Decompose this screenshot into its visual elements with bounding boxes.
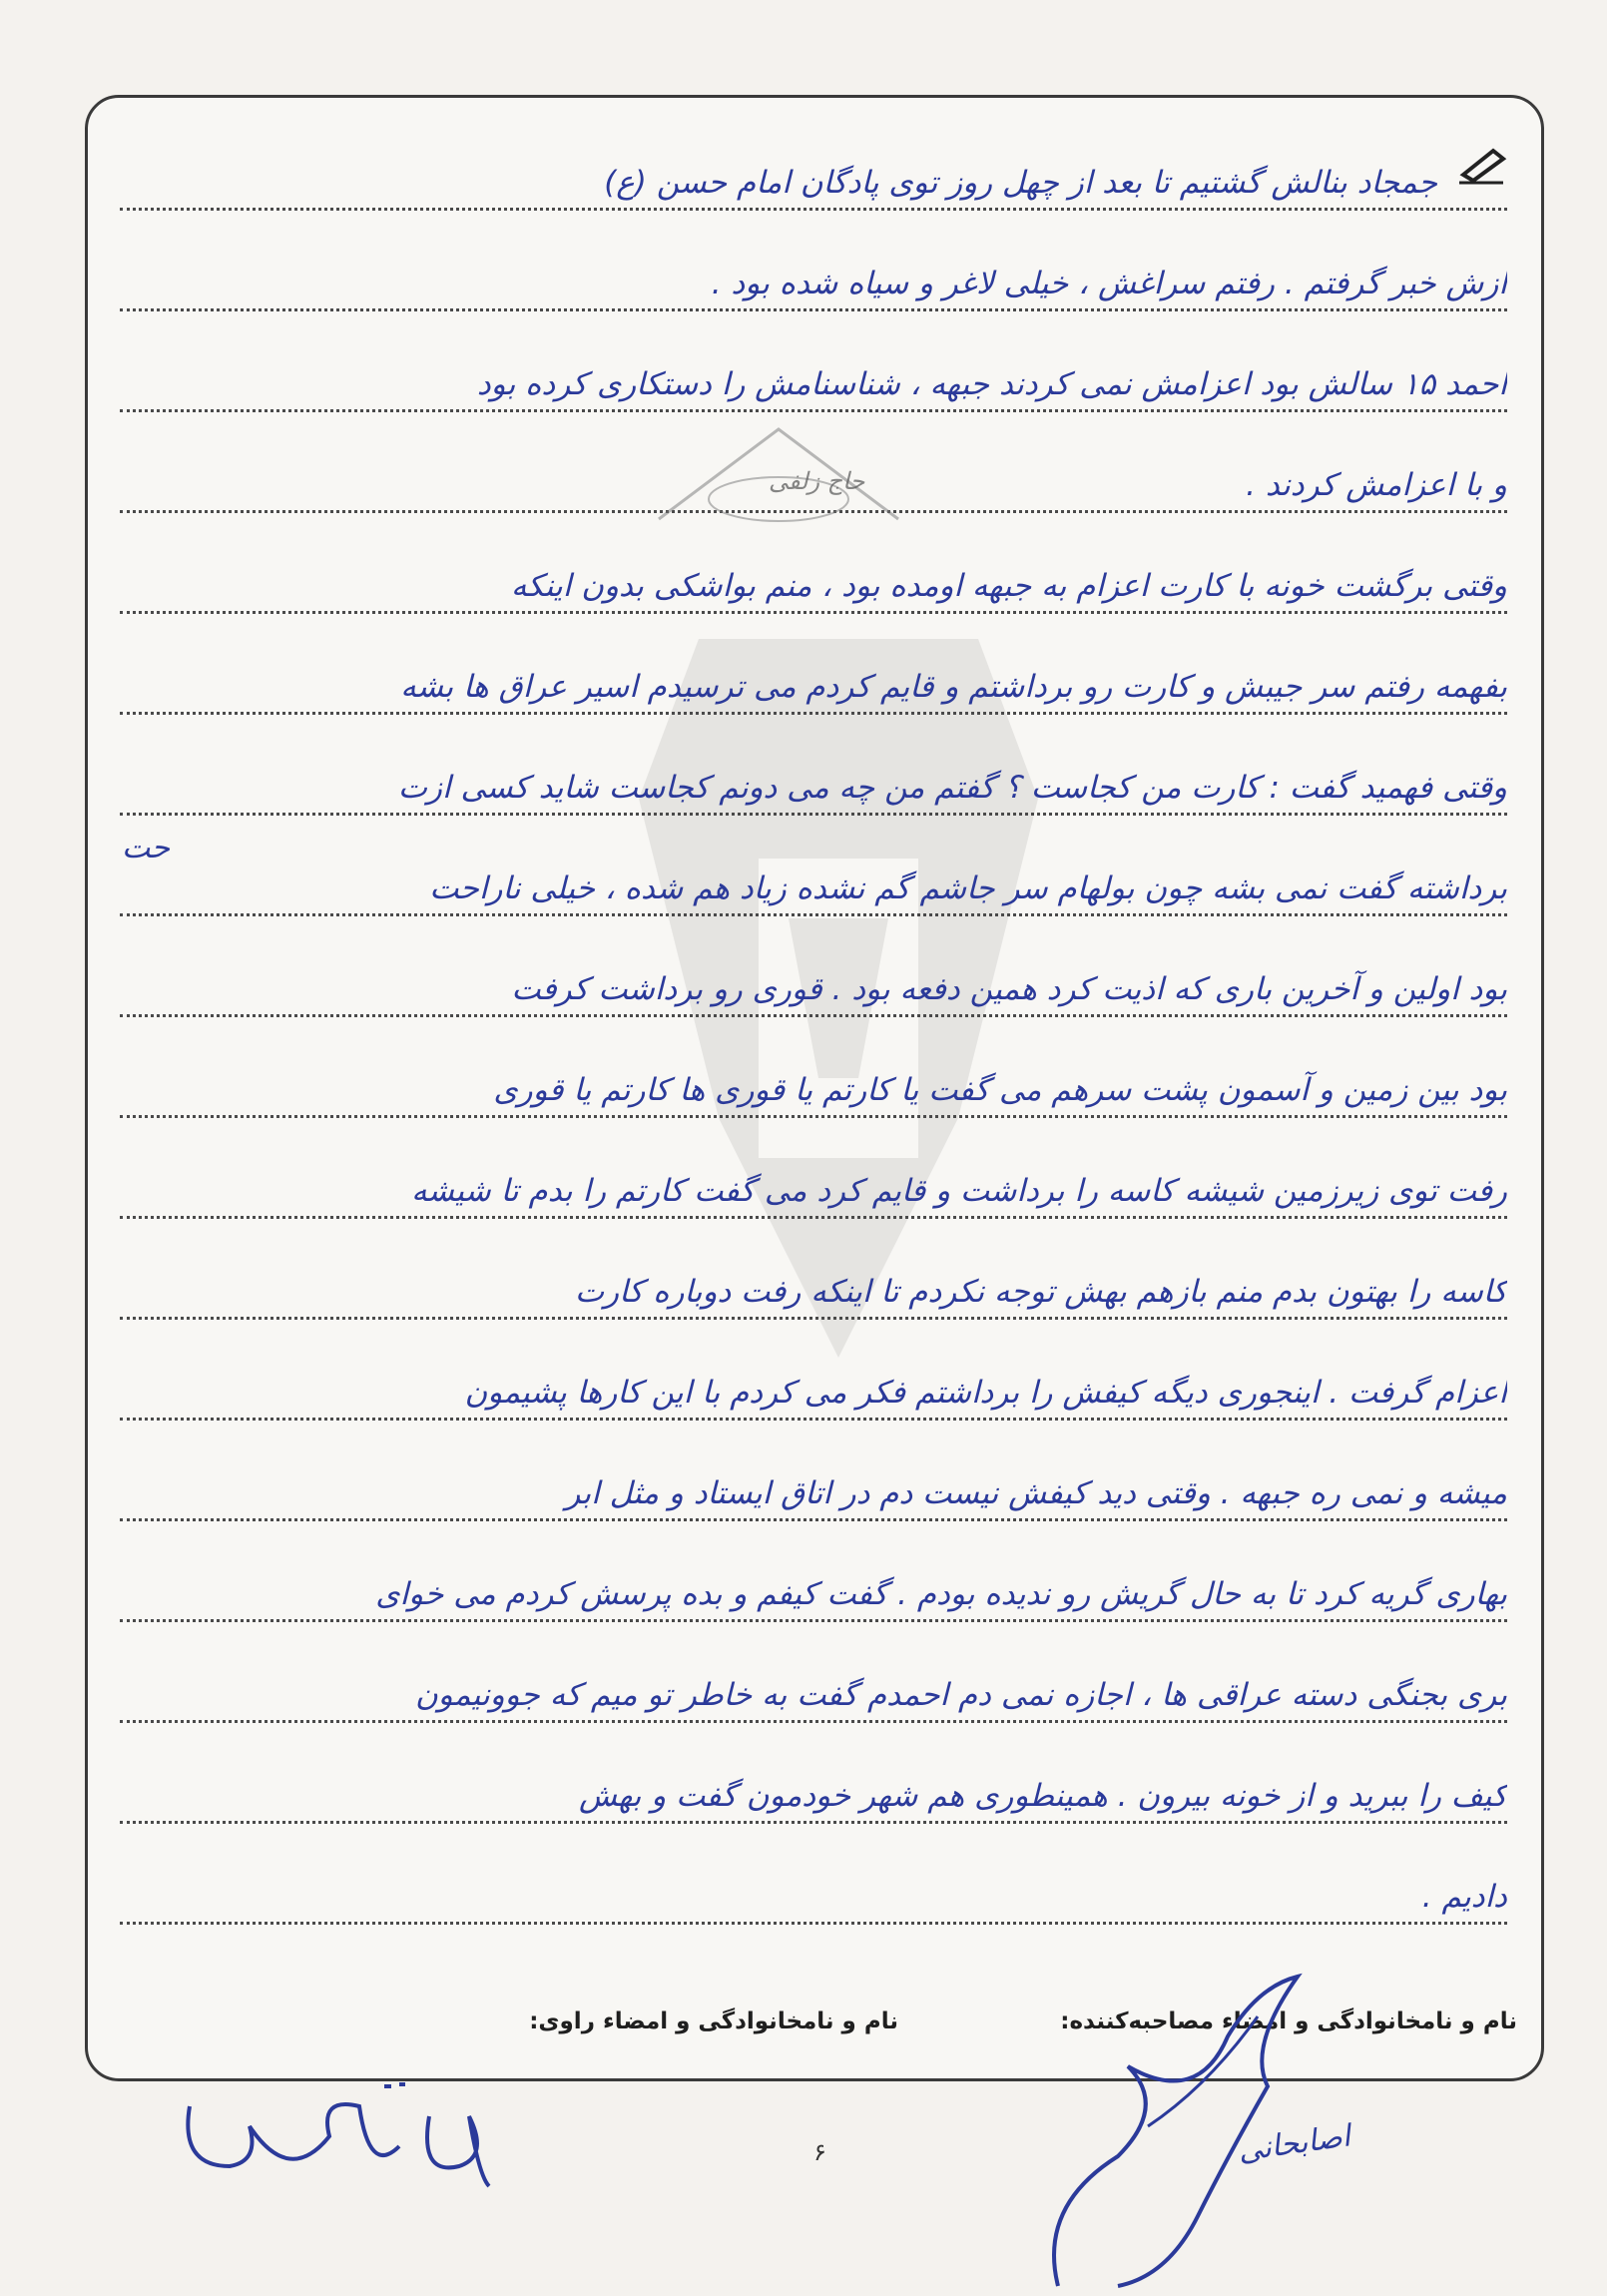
line-text: دادیم . [1421,1879,1507,1915]
text-line [120,1632,1507,1733]
line-text: بری بجنگی دسته عراقی ها ، اجازه نمی دم احمدم گفت به خاطر تو میم که جوونیمون [415,1677,1507,1713]
text-line [120,1330,1507,1431]
line-text: ازش خبر گرفتم . رفتم سراغش ، خیلی لاغر و سیاه شده بود . [711,266,1507,301]
narrator-scribble [170,2066,509,2196]
line-text: کاسه را بهتون بدم منم بازهم بهش توجه نکردم تا اینکه رفت دوباره کارت [574,1274,1507,1310]
line-text: احمد ۱۵ سالش بود اعزامش نمی کردند جبهه ، شناسنامش را دستکاری کرده بود [476,366,1507,402]
text-line [120,1834,1507,1935]
text-line [120,1733,1507,1834]
stamp-text: حاج زلفی [769,467,865,495]
line-text: رفت توی زیرزمین شیشه کاسه را برداشت و قایم کرد می گفت کارتم را بدم تا شیشه [411,1173,1507,1209]
handwritten-body [120,120,1507,1935]
text-line [120,725,1507,826]
text-line [120,523,1507,624]
line-text: بود بین زمین و آسمون پشت سرهم می گفت یا کارتم یا قوری ها کارتم یا قوری [493,1072,1507,1108]
narrator-signature-label: نام و نامخانوادگی و امضاء راوی: [529,2009,898,2034]
signature-name: اصابحانی [1236,2118,1353,2169]
text-line [120,926,1507,1027]
text-line [120,1229,1507,1330]
line-text: وقتی برگشت خونه با کارت اعزام به جبهه اومده بود ، منم بواشکی بدون اینکه [511,568,1507,604]
line-text: و با اعزامش کردند . [1246,467,1507,503]
text-line [120,1027,1507,1128]
text-line [120,1531,1507,1632]
line-text: بهاری گریه کرد تا به حال گریش رو ندیده بودم . گفت کیفم و بده پرسش کردم می خوای [375,1576,1507,1612]
interviewer-signature-label: نام و نامخانوادگی و امضاء مصاحبه‌کننده: [1060,2009,1517,2034]
line-text: بفهمه رفتم سر جیبش و کارت رو برداشتم و قایم کردم می ترسیدم اسیر عراق ها بشه [400,669,1507,705]
line-text: جمجاد بنالش گشتیم تا بعد از چهل روز توی پادگان امام حسن (ع) [604,165,1437,201]
text-line [120,1431,1507,1531]
line-text: وقتی فهمید گفت : کارت من کجاست ؟ گفتم من چه می دونم کجاست شاید کسی ازت [397,770,1507,806]
line-text: بود اولین و آخرین باری که اذیت کرد همین دفعه بود . قوری رو برداشت کرفت [511,971,1507,1007]
text-line [120,1128,1507,1229]
text-line [120,120,1507,221]
text-line [120,321,1507,422]
margin-note: حت [122,831,171,865]
line-text: برداشته گفت نمی بشه چون بولهام سر جاشم گم نشده زیاد هم شده ، خیلی ناراحت [429,870,1507,906]
page-number: ۶ [813,2138,826,2166]
interviewer-signature [998,1957,1328,2296]
line-text: میشه و نمی ره جبهه . وقتی دید کیفش نیست دم در اتاق ایستاد و مثل ابر [565,1475,1507,1511]
line-text: اعزام گرفت . اینجوری دیگه کیفش را برداشتم فکر می کردم با این کارها پشیمون [464,1375,1507,1411]
line-text: کیف را ببرید و از خونه بیرون . همینطوری هم شهر خودمون گفت و بهش [578,1778,1507,1814]
text-line [120,624,1507,725]
text-line [120,221,1507,321]
text-line [120,826,1507,926]
